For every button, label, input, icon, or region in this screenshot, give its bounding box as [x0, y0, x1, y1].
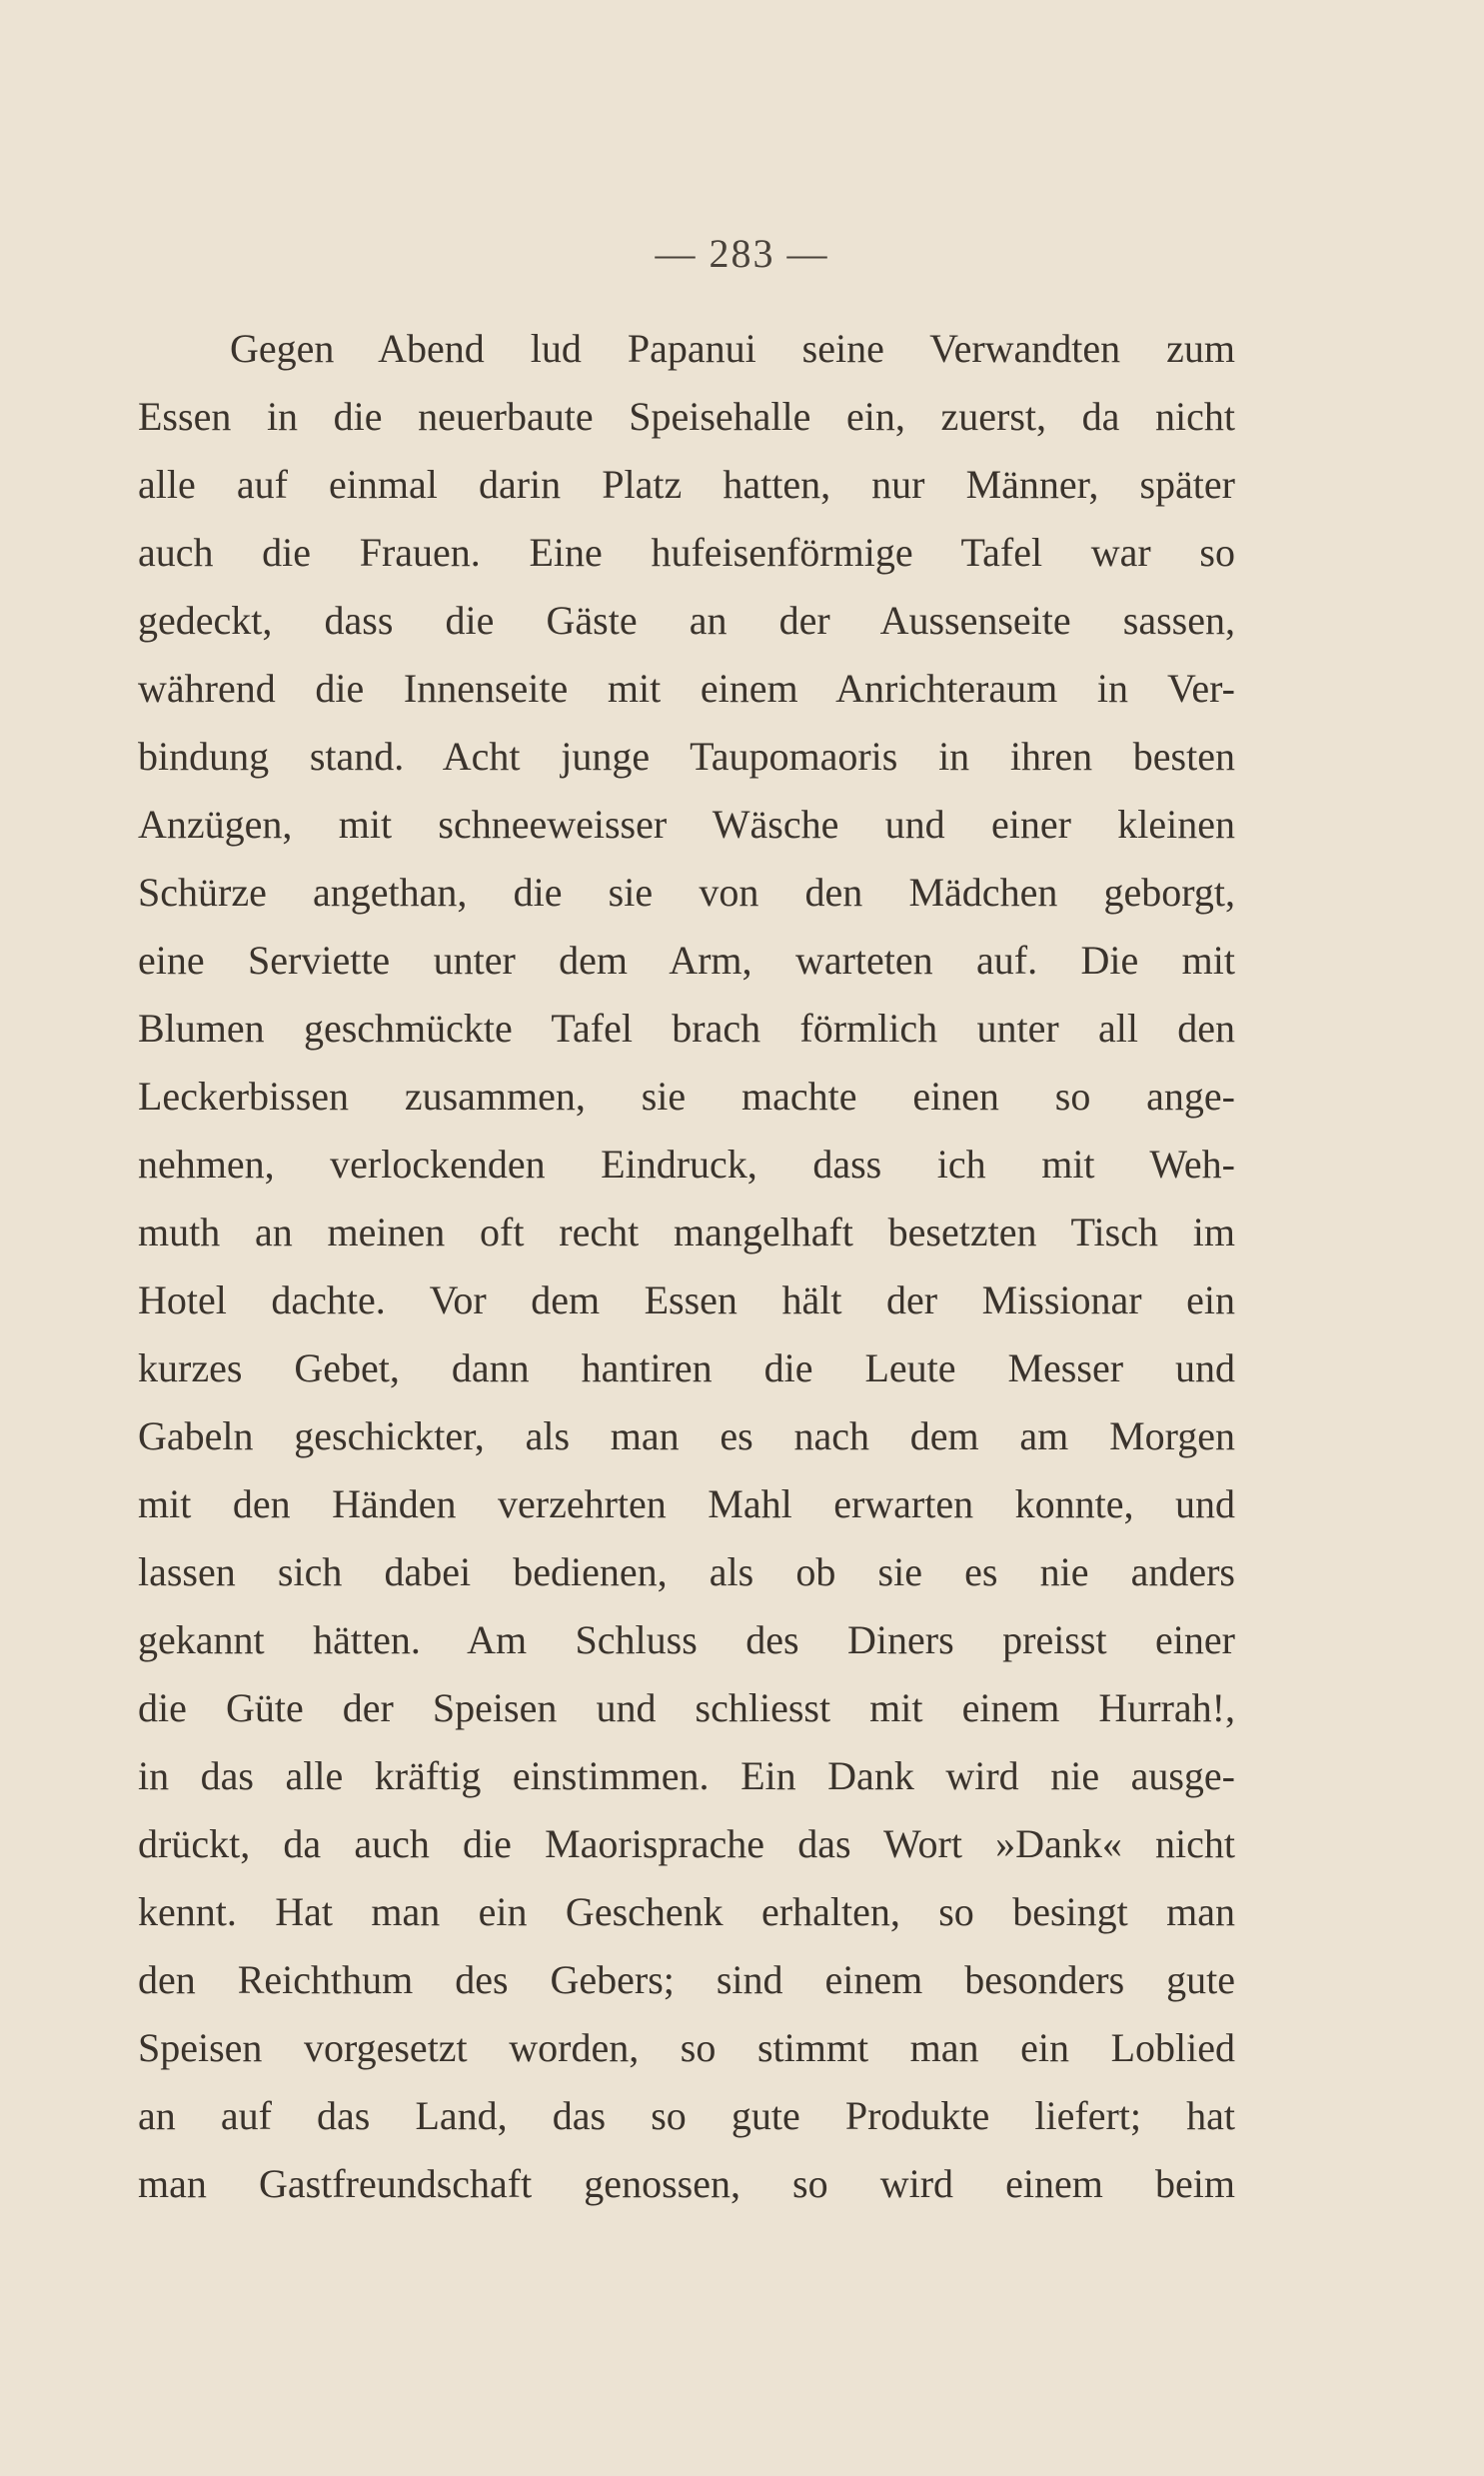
text-line: alle auf einmal darin Platz hatten, nur Männer, später [138, 462, 1235, 507]
text-line: Gabeln geschickter, als man es nach dem am Morgen [138, 1413, 1235, 1458]
page-number: — 283 — [655, 231, 829, 276]
text-line: bindung stand. Acht junge Taupomaoris in ihren besten [138, 734, 1235, 779]
text-line: gekannt hätten. Am Schluss des Diners preisst einer [138, 1617, 1235, 1662]
text-line: kennt. Hat man ein Geschenk erhalten, so besingt man [138, 1889, 1235, 1934]
text-line: Gegen Abend lud Papanui seine Verwandten zum [230, 326, 1235, 371]
text-line: Hotel dachte. Vor dem Essen hält der Missionar ein [138, 1277, 1235, 1322]
text-line: die Güte der Speisen und schliesst mit einem Hurrah!, [138, 1685, 1235, 1730]
text-line: eine Serviette unter dem Arm, warteten auf. Die mit [138, 938, 1235, 983]
text-line: auch die Frauen. Eine hufeisenförmige Tafel war so [138, 530, 1235, 575]
text-line: man Gastfreundschaft genossen, so wird einem beim [138, 2161, 1235, 2206]
text-line: muth an meinen oft recht mangelhaft besetzten Tisch im [138, 1210, 1235, 1254]
text-line: Schürze angethan, die sie von den Mädchen geborgt, [138, 870, 1235, 915]
text-line: drückt, da auch die Maorisprache das Wort »Dank« nicht [138, 1821, 1235, 1866]
text-line: an auf das Land, das so gute Produkte liefert; hat [138, 2093, 1235, 2138]
body-text [138, 315, 1235, 2218]
text-line: in das alle kräftig einstimmen. Ein Dank wird nie ausge- [138, 1753, 1235, 1798]
text-line: während die Innenseite mit einem Anrichteraum in Ver- [138, 666, 1235, 711]
text-line: gedeckt, dass die Gäste an der Aussenseite sassen, [138, 598, 1235, 643]
text-line: kurzes Gebet, dann hantiren die Leute Messer und [138, 1345, 1235, 1390]
text-line: Essen in die neuerbaute Speisehalle ein, zuerst, da nicht [138, 394, 1235, 439]
text-line: Blumen geschmückte Tafel brach förmlich unter all den [138, 1006, 1235, 1051]
text-line: Anzügen, mit schneeweisser Wäsche und einer kleinen [138, 802, 1235, 847]
text-line: mit den Händen verzehrten Mahl erwarten konnte, und [138, 1481, 1235, 1526]
text-line: lassen sich dabei bedienen, als ob sie es nie anders [138, 1549, 1235, 1594]
text-line: nehmen, verlockenden Eindruck, dass ich mit Weh- [138, 1142, 1235, 1187]
text-line: Leckerbissen zusammen, sie machte einen so ange- [138, 1074, 1235, 1119]
text-line: den Reichthum des Gebers; sind einem besonders gute [138, 1957, 1235, 2002]
text-line: Speisen vorgesetzt worden, so stimmt man ein Loblied [138, 2025, 1235, 2070]
